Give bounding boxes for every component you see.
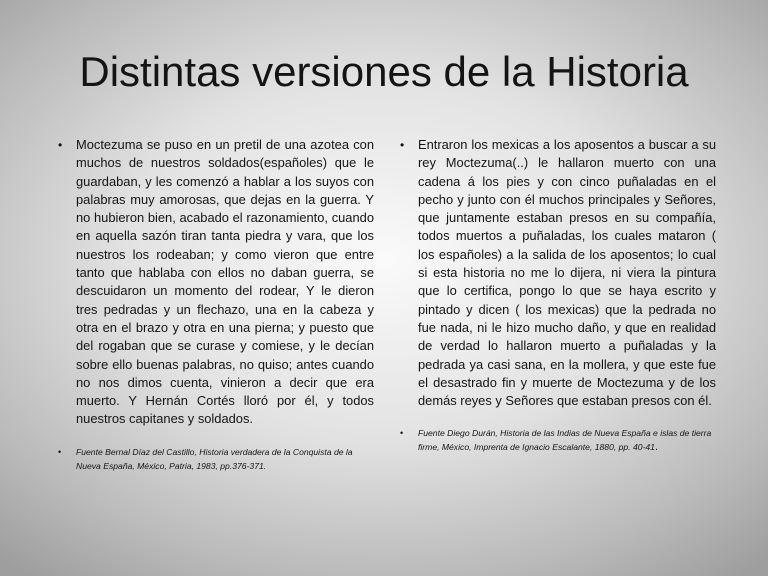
- bullet-icon: •: [400, 138, 405, 152]
- left-quote-text: Moctezuma se puso en un pretil de una azotea con muchos de nuestros soldados(españoles) que le guardaban, y les comenzó a hablar a los suyos con palabras muy amorosas, que dejas en la guerra. Y no hubieron bien, acabado el razonamiento, cuando en aquella sazón tiran tanta piedra y vara, que los nuestros los rodeaban; y como vieron que entre tanto que hablaba con ellos no daban guerra, se descuidaron un momento del rodear, Y le dieron tres pedradas y un flechazo, una en la cabeza y otra en el brazo y otra en una pierna; y puesto que del rogaban que se curase y comiese, y le decían sobre ello buenas palabras, no quiso; antes cuando no nos dimos cuenta, vinieron a decir que era muerto. Y Hernán Cortés lloró por él, y todos nuestros capitanes y soldados.: [76, 137, 374, 427]
- bullet-icon: •: [400, 428, 404, 439]
- right-source-text: Fuente Diego Durán, Historia de las Indias de Nueva España e islas de tierra firme, México, Imprenta de Ignacio Escalante, 1880, pp. 40-41: [418, 428, 712, 453]
- left-source-item: [58, 445, 374, 473]
- bullet-icon: •: [58, 446, 62, 457]
- left-source-text: Fuente Bernal Díaz del Castillo, Historia verdadera de la Conquista de la Nueva España, México, Patria, 1983, pp.376-371.: [76, 446, 353, 471]
- right-quote-text: Entraron los mexicas a los aposentos a buscar a su rey Moctezuma(..) le hallaron muerto con una cadena á los pies y con cinco puñaladas en el pecho y junto con él muchos principales y Señores, que juntamente estaban presos en su compañía, todos muertos a puñaladas, los cuales mataron ( los españoles) a la salida de los aposentos; lo cual si esta historia no me lo dijera, ni viera la pintura que lo certifica, pongo lo que se haya escrito y pintado y dicen ( los mexicas) que la pedrada no fue nada, ni le hizo mucho daño, y que en realidad de verdad lo hallaron muerto a puñaladas y la pedrada ya casi sana, en la mollera, y que este fue el desastrado fin y muerte de Moctezuma y de los demás reyes y Señores que estaban presos con él.: [418, 137, 716, 409]
- right-column: [400, 136, 716, 454]
- right-source-block: [418, 426, 716, 454]
- left-column: [58, 136, 374, 473]
- slide-title: Distintas versiones de la Historia: [79, 48, 689, 95]
- right-quote-item: [400, 136, 716, 410]
- bullet-icon: •: [58, 138, 63, 152]
- right-source-period: .: [654, 441, 658, 454]
- right-source-item: [400, 426, 716, 454]
- left-quote-item: [58, 136, 374, 429]
